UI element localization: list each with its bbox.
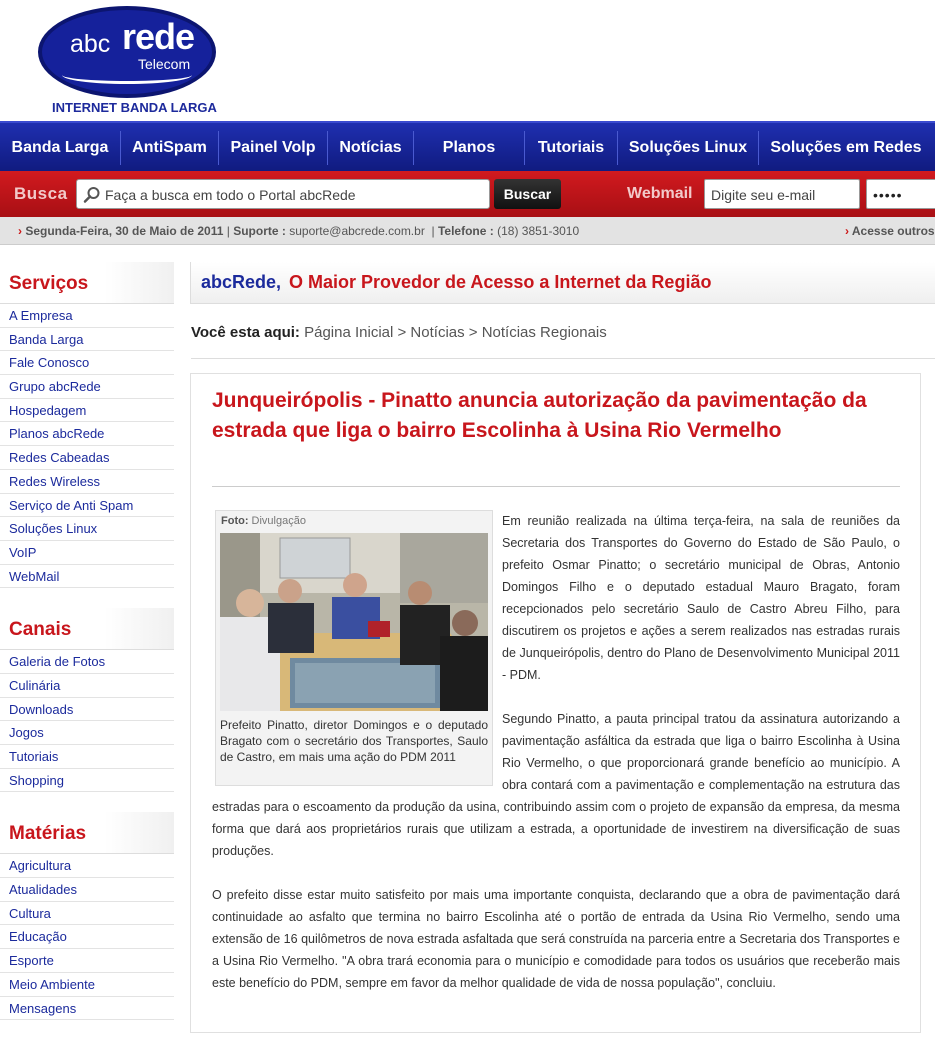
- sidebar-item[interactable]: Tutoriais: [0, 745, 174, 769]
- sidebar-item[interactable]: Redes Wireless: [0, 470, 174, 494]
- slogan-brand: abcRede,: [201, 272, 282, 292]
- nav-item-noticias[interactable]: Notícias: [339, 139, 402, 156]
- search-input[interactable]: [76, 179, 490, 209]
- logo-swoosh: [62, 66, 192, 84]
- sidebar-item[interactable]: Redes Cabeadas: [0, 446, 174, 470]
- article: [190, 373, 921, 1033]
- nav-item-solucoes-redes[interactable]: Soluções em Redes: [770, 139, 922, 156]
- photo-credit-text: Divulgação: [251, 515, 306, 527]
- sidebar-item[interactable]: VoIP: [0, 541, 174, 565]
- sidebar-title: Serviços: [0, 262, 174, 304]
- sidebar-item[interactable]: Downloads: [0, 698, 174, 722]
- sidebar-item[interactable]: Soluções Linux: [0, 517, 174, 541]
- sidebar-item[interactable]: Meio Ambiente: [0, 973, 174, 997]
- search-button[interactable]: Buscar: [494, 179, 561, 209]
- sidebar-item[interactable]: Shopping: [0, 769, 174, 793]
- photo-credit-label: Foto:: [221, 515, 249, 527]
- nav-item-banda-larga[interactable]: Banda Larga: [11, 139, 109, 156]
- sidebar-item[interactable]: Serviço de Anti Spam: [0, 494, 174, 518]
- webmail-password-input[interactable]: •••••: [866, 179, 935, 209]
- other-sites-label: Acesse outros: [851, 224, 935, 238]
- sidebar-item[interactable]: Grupo abcRede: [0, 375, 174, 399]
- breadcrumb-label: Você esta aqui:: [191, 324, 300, 341]
- sidebar-item[interactable]: Educação: [0, 925, 174, 949]
- other-sites-link[interactable]: [845, 217, 935, 245]
- sidebar-item[interactable]: WebMail: [0, 565, 174, 589]
- slogan-banner: [190, 262, 935, 304]
- sidebar-item[interactable]: Galeria de Fotos: [0, 650, 174, 674]
- logo-oval: [38, 6, 216, 98]
- sidebar-item[interactable]: Agricultura: [0, 854, 174, 878]
- search-icon: [83, 186, 101, 204]
- logo-abc: abc: [70, 30, 111, 58]
- photo-figure: [215, 510, 493, 786]
- nav-item-tutoriais[interactable]: Tutoriais: [537, 139, 605, 156]
- sidebar-item[interactable]: Esporte: [0, 949, 174, 973]
- sidebar-section-servicos: [0, 262, 174, 588]
- chevron-right-icon: ›: [18, 224, 22, 238]
- sidebar: [0, 262, 174, 1040]
- search-label: Busca: [14, 184, 68, 203]
- info-bar-text: [18, 217, 579, 245]
- main-nav: [0, 121, 935, 171]
- sidebar-item[interactable]: Planos abcRede: [0, 422, 174, 446]
- breadcrumb-path[interactable]: Página Inicial > Notícias > Notícias Regionais: [304, 324, 607, 341]
- sidebar-item[interactable]: Atualidades: [0, 878, 174, 902]
- logo-rede: rede: [122, 16, 195, 57]
- phone-number: (18) 3851-3010: [497, 224, 580, 238]
- current-date: Segunda-Feira, 30 de Maio de 2011: [25, 224, 224, 238]
- support-email[interactable]: suporte@abcrede.com.br: [289, 224, 425, 238]
- separator: |: [428, 224, 438, 238]
- article-paragraph: Segundo Pinatto, a pauta principal tratou da assinatura autorizando a pavimentação asfáltica da estrada que liga o bairro Escolinha à Usina Rio Vermelho, o que proporcionará grande benefício ao município. A obra contará com a pavimentação e complementação na estrutura das estradas para o escoamento da produção da usina, contribuindo assim com o projeto de expansão da empresa, da mesma forma que dará aos proprietários rurais que utilizam a estrada, a oportunidade de investirem na diversificação de suas produções.: [212, 712, 900, 858]
- sidebar-item[interactable]: Fale Conosco: [0, 351, 174, 375]
- support-label: Suporte :: [233, 224, 286, 238]
- sidebar-item[interactable]: Cultura: [0, 902, 174, 926]
- sidebar-item[interactable]: Mensagens: [0, 997, 174, 1021]
- separator: |: [226, 224, 234, 238]
- meeting-photo-image: [220, 533, 488, 711]
- article-title: Junqueirópolis - Pinatto anuncia autorização da pavimentação da estrada que liga o bairro Escolinha à Usina Rio Vermelho: [212, 389, 867, 442]
- sidebar-title: Matérias: [0, 812, 174, 854]
- divider: [191, 358, 935, 359]
- nav-item-solucoes-linux[interactable]: Soluções Linux: [628, 139, 748, 156]
- nav-item-antispam[interactable]: AntiSpam: [132, 139, 207, 156]
- photo-caption: Prefeito Pinatto, diretor Domingos e o deputado Bragato com o secretário dos Transportes, Saulo de Castro, em mais uma ação do PDM 2011: [220, 718, 488, 764]
- site-header: [0, 0, 935, 120]
- chevron-right-icon: ›: [845, 224, 849, 238]
- nav-item-painel-volp[interactable]: Painel Volp: [230, 139, 316, 156]
- sidebar-item[interactable]: Culinária: [0, 674, 174, 698]
- meeting-photo[interactable]: [220, 533, 488, 711]
- logo-telecom: Telecom: [138, 56, 191, 72]
- nav-item-planos[interactable]: Planos: [442, 139, 496, 156]
- sidebar-title: Canais: [0, 608, 174, 650]
- breadcrumb: [191, 318, 607, 348]
- slogan-text: O Maior Provedor de Acesso a Internet da Região: [289, 272, 712, 292]
- search-bar: [0, 171, 935, 217]
- sidebar-section-canais: [0, 608, 174, 792]
- phone-label: Telefone :: [437, 224, 494, 238]
- sidebar-item[interactable]: Banda Larga: [0, 328, 174, 352]
- divider: [212, 486, 900, 487]
- webmail-email-input[interactable]: Digite seu e-mail: [704, 179, 860, 209]
- article-paragraph: O prefeito disse estar muito satisfeito por mais uma importante conquista, declarando que a obra de pavimentação dará continuidade ao asfalto que termina no bairro Escolinha até o portão de entrada da Usina Rio Vermelho, sendo uma extensão de 16 quilômetros de nova estrada asfaltada que será construída na parceria entre a Secretaria dos Transportes e a Usina Rio Vermelho. "A obra trará economia para o município e comodidade para todos os usuários que receberão mais este benefício do PDM, sempre em favor da melhor qualidade de vida de nossa população", concluiu.: [212, 888, 900, 990]
- webmail-label: Webmail: [627, 185, 693, 202]
- search-placeholder: Faça a busca em todo o Portal abcRede: [105, 187, 356, 203]
- article-paragraph: Em reunião realizada na última terça-feira, na sala de reuniões da Secretaria dos Transportes do Governo do Estado de São Paulo, o prefeito Osmar Pinatto; o secretário municipal de Obras, Antonio Domingos Filho e o deputado estadual Mauro Bragato, foram recepcionados pelo secretário Saulo de Castro Abreu Filho, para discutirem os projetos e ações a serem realizados nas estradas rurais de Junqueirópolis, dentro do Plano de Desenvolvimento Municipal 2011 - PDM.: [502, 514, 900, 682]
- logo[interactable]: [0, 0, 255, 120]
- sidebar-section-materias: [0, 812, 174, 1020]
- info-bar: [0, 217, 935, 245]
- logo-tagline: INTERNET BANDA LARGA: [52, 100, 217, 115]
- sidebar-item[interactable]: Hospedagem: [0, 399, 174, 423]
- photo-credit: [221, 515, 306, 527]
- sidebar-item[interactable]: A Empresa: [0, 304, 174, 328]
- sidebar-item[interactable]: Jogos: [0, 721, 174, 745]
